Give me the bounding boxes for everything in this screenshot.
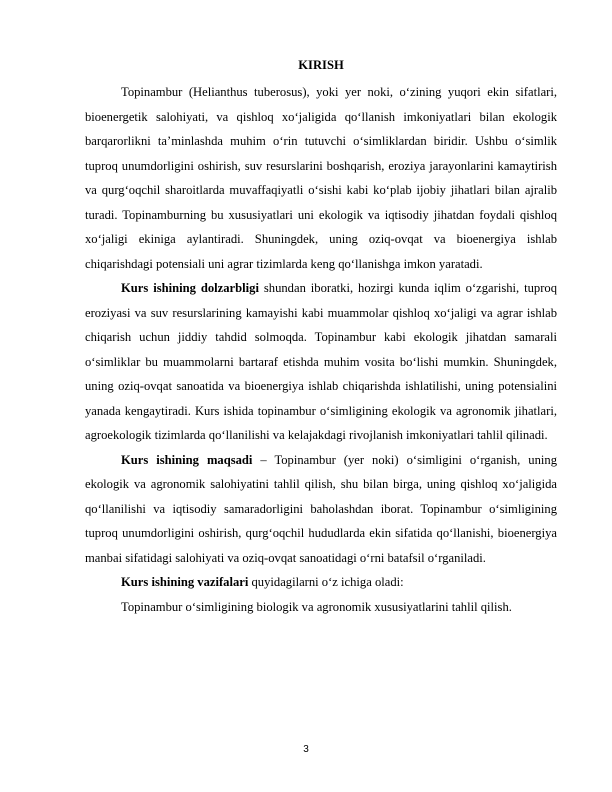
paragraph-lead: Kurs ishining dolzarbligi [121, 281, 259, 295]
page-number: 3 [303, 744, 309, 755]
paragraph-text: shundan iboratki, hozirgi kunda iqlim o‘zgarishi, tuproq eroziyasi va suv resurslarining kamayishi kabi muammolar qishloq xo‘jaligi va agrar ishlab chiqarish uchun jiddiy tahdid solmoqda. Topinambur kabi ekologik jihatdan samarali o‘simliklar bu muammolarni bartaraf etishda muhim vosita bo‘lishi mumkin. Shuningdek, uning oziq-ovqat sanoatida va bioenergiya ishlab chiqarishda ishlatilishi, uning potensialini yanada kengaytiradi. Kurs ishida topinambur o‘simligining ekologik va agronomik jihatlari, agroekologik tizimlarda qo‘llanilishi va kelajakdagi rivojlanish imkoniyatlari tahlil qilinadi. [85, 281, 558, 442]
paragraph-text: quyidagilarni o‘z ichiga oladi: [248, 575, 404, 589]
paragraph-tasks [85, 570, 557, 595]
section-heading: KIRISH [298, 58, 344, 72]
body-text [85, 80, 557, 619]
paragraph-lead: Kurs ishining vazifalari [121, 575, 249, 589]
paragraph-relevance [85, 276, 557, 448]
paragraph-text: Topinambur o‘simligining biologik va agronomik xususiyatlarini tahlil qilish. [121, 599, 512, 614]
paragraph-text: Topinambur (Helianthus tuberosus), yoki yer noki, o‘zining yuqori ekin sifatlari, bioenergetik salohiyati, va qishloq xo‘jaligida qo‘llanish imkoniyatlari bilan ekologik barqarorlikni ta’minlashda muhim o‘rin tutuvchi o‘simliklardan biridir. Ushbu o‘simlik tuproq unumdorligini oshirish, suv resurslarini boshqarish, eroziya jarayonlarini kamaytirish va qurg‘oqchil sharoitlarda muvaffaqiyatli o‘sishi kabi ko‘plab ijobiy jihatlari bilan ajralib turadi. Topinamburning bu xususiyatlari uni ekologik va iqtisodiy jihatdan foydali qishloq xo‘jaligi ekiniga aylantiradi. Shuningdek, uning oziq-ovqat va bioenergiya ishlab chiqarishdagi potensiali uni agrar tizimlarda keng qo‘llanishga imkon yaratadi. [85, 85, 557, 271]
paragraph-goal [85, 448, 557, 571]
paragraph-text: – Topinambur (yer noki) o‘simligini o‘rganish, uning ekologik va agronomik salohiyatini tahlil qilish, shu bilan birga, uning qishloq xo‘jaligida qo‘llanilishi va iqtisodiy samaradorligini baholashdan iborat. Topinambur o‘simligining tuproq unumdorligini oshirish, qurg‘oqchil hududlarda ekin sifatida qo‘llanishi, bioenergiya manbai sifatidagi salohiyati va oziq-ovqat sanoatidagi o‘rni batafsil o‘rganiladi. [85, 452, 557, 565]
paragraph-lead: Kurs ishining maqsadi [121, 452, 253, 467]
paragraph-intro [85, 80, 557, 276]
paragraph-task-item [85, 595, 557, 620]
